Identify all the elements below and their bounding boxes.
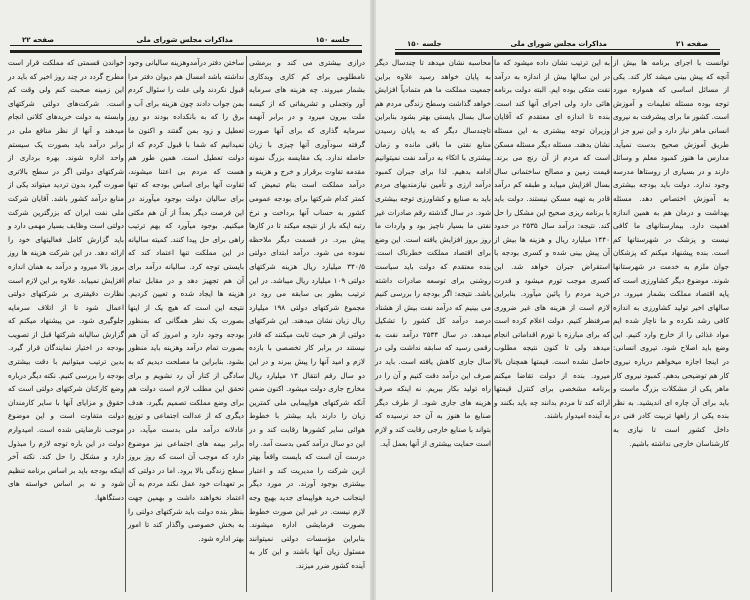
column-divider	[492, 56, 493, 592]
column-text: درازی بیشتری می کند و برمشی نامطلوبی برای کم کاری وبدکاری بشمار میروند. چه هزینه های سرمایه آور وتجملی و تشریفاتی که از کیسه ملت بیرون میرود و در برابر آنهمه سرمایه گذاری که برای آنها صورت گرفته سودآوری آنها چیزی با زیان حاصله ندارد. یک مقایسه بزرگ نمونه مقدمه تفاوت برقرار و خرج و هزینه و درآمد مملکت است بنام تبعیض که کمتر کدام شرکتها برای بودجه عمومی کشور به حساب آنها برداخت و نرخ رتبه ایکه بار از نتیجه میکند تا در کارها پیش ببرد. در قسمت دیگر ملاحظه نموده می شود. درآمد ابتدای دولتی ۳۴۰/۵ میلیارد ریال هزینه شرکتهای دولتی ۱۰۹ میلیارد ریال میباشد. در این ترتیب بطور بی سابقه می رود در مجموع شرکتهای دولتی ۱۹۸ میلیارد ریال زیان نشان میدهند. این شرکتهای دولتی از هر حیث ثابت میکنند که قادر نیستند در برابر کار تخصصی با بازده لازم و امید آنها را پیش ببرند و در این دو سال رقم انتقال ۱۴ میلیارد ریال مخارج جاری دولت میشود. اکنون ضمن آنکه شرکتهای هواپیمایی ملی کمترین زیان را دارند باید بیشتر با خطوط هوائی سایر کشورها رقابت کند و در این دو سال درآمد کمی بدست آمد. راه درست آن است که بایست واقعاً بهتر ازین شرکت را مدیریت کند و اعتبار بیشتری بوجود آورند. در مورد دیگر اینجانب خرید هواپیمای جدید بهیچ وجه لازم نیست. در غیر این صورت خطوط بصورت فرمایشی اداره میشوند. بنابراین مؤسسات دولتی نمیتوانند مسئول زیان آنها باشند و این کار به آینده کشور ضرر میزند.	[249, 58, 365, 570]
column-text: به این ترتیب نشان داده میشود که ما در این سالها بیش از اندازه به درآمد نفت متکی بوده ایم. البته دولت برنامه هائی دارد ولی اجرای آنها کند است. بنده تا اندازه ای معتقدم که آقایان وزیران توجه بیشتری به این مسئله نشان بدهند. مسئله دیگر مسئله مسکن است که مردم از آن رنج می برند. قیمت زمین و مصالح ساختمانی سال بسال افزایش مییابد و طبقه کم درآمد قادر به تهیه مسکن نیستند. دولت باید با برنامه ریزی صحیح این مشکل را حل کند. نتیجه: درآمد سال ۲۵۳۵ در حدود ۱۴۴۰ میلیارد ریال و هزینه ها بیش از آن پیش بینی شده و کسری بودجه با استقراض جبران خواهد شد. این کسری موجب تورم میشود و قدرت خرید مردم را پائین میآورد. بنابراین لازم است از هزینه های غیر ضروری صرفنظر کنیم. دولت اعلام کرده است که برای مبارزه با تورم اقداماتی انجام میدهد ولی تا کنون نتیجه مطلوب حاصل نشده است. قیمتها همچنان بالا میرود. بنده از دولت تقاضا میکنم برنامه مشخصی برای کنترل قیمتها ارائه کند تا مردم بدانند چه باید بکنند و به آینده امیدوار باشند.	[494, 58, 610, 421]
page-header	[395, 34, 720, 50]
publication-title: مذاکرات مجلس شورای ملی	[136, 36, 233, 44]
column-divider	[246, 56, 247, 592]
publication-title: مذاکرات مجلس شورای ملی	[510, 40, 607, 48]
column-text: توانست با اجرای برنامه ها بیش از آنچه که پیش بینی میشد کار کند. یکی از مسائل اساسی که همواره مورد توجه بوده مسئله تعلیمات و آموزش است. کشور ما برای پیشرفت به نیروی انسانی ماهر نیاز دارد و این نیرو جز از طریق آموزش صحیح بدست نمیآید. مدارس ما هنوز کمبود معلم و وسائل دارند و در بسیاری از روستاها مدرسه وجود ندارد. دولت باید بودجه بیشتری به آموزش اختصاص دهد. مسئله بهداشت و درمان هم به همین اندازه اهمیت دارد. بیمارستانهای ما کافی نیست و پزشک در شهرستانها کم است. بنده پیشنهاد میکنم که پزشکان جوان ملزم به خدمت در شهرستانها شوند. موضوع دیگر کشاورزی است که پایه اقتصاد مملکت بشمار میرود. در سالهای اخیر تولید کشاورزی به اندازه کافی رشد نکرده و ما ناچار شده ایم مواد غذائی را از خارج وارد کنیم. این وضع باید اصلاح شود. تیروی انسانی: در اینجا اجازه میخواهم درباره نیروی کار هم توضیحی بدهم. کمبود نیروی کار ماهر یکی از مشکلات بزرگ ماست و باید برای آن چاره ای اندیشید. به نظر بنده یکی از راهها تربیت کادر فنی در داخل کشور است تا نیازی به کارشناسان خارجی نداشته باشیم.	[613, 58, 729, 448]
page-number: صفحه ۲۲	[22, 36, 55, 44]
column-text: ساختن دفتر درآمدوهزینه سالیانی وجود نداشته باشد امسال هم دیوان دفتر مرا قبول نکردند ولی علت را سئوال کردم بمن جواب دادند چون هزینه برای آب و برق را که به بانکداده بودند دو روز تعطیل و زود بمن گفتند و اکنون ما نمیدانیم که شما با قبول کردم که از دولت تعطیل است. همین طور هم هست که مردم بی اعتنا میشوند، تفاوت آنها برای اساس بودجه که تنها برای سالیان دولت بوجود میآورند در این فرصت دیگر بعداً از آن هم مکثی میکنیم. بوجود میآورد که بهم ترتیب راهی برای حل پیدا کنند. کمیته سالیانه در این مملکت تنها اعتماد کند که بایستی توجه کرد. سالیانه درآمد برای آن هم تجهیز دهد و در مقابل تمام هزینه ها ایجاد شده و تعیین کردیم. نتیجه این است که هیچ یک از اینها بصورت یک نظر همگانی که بمنظور بودجه وجود دارد و امروز که آن هم بصورت تمام درآمد وهزینه باید منظور بشود. بنابراین ما مصلحت دیدیم که به سادگی از کنار آن رد نشویم و برای تحقق این مطلب لازم است دولت هم برای وضع مملکت تصمیم بگیرد. هدف دیگری که از عدالت اجتماعی و توزیع عادلانه درآمد ملی بدست میآید، در برابر بیمه های اجتماعی نیز موضوع دارد که موجب آن است که روز بروز سطح زندگی بالا برود. اما در دولتی که بر تعهدات خود عمل نکند مردم به آن اعتماد نخواهند داشت و بهمین جهت بنظر بنده دولت باید شرکتهای دولتی را به بخش خصوصی واگذار کند تا امور بهتر اداره شود.	[128, 58, 244, 543]
page-header	[10, 30, 362, 46]
header-rule	[10, 50, 362, 53]
text-column-2	[128, 56, 244, 545]
header-rule	[395, 52, 720, 55]
text-column-3	[8, 56, 124, 505]
session-number: جلسه ۱۵۰	[407, 40, 442, 48]
left-page	[0, 0, 372, 600]
text-column-1	[613, 56, 729, 450]
right-page	[375, 0, 750, 600]
column-text: خواندن قسمتی که مملکت قرار است مطرح گردد در چند روز اخیر که باید در این زمینه صحبت کنم ولی وقت کم است. شرکت‌های دولتی شرکتهای وابسته به دولت خریدهای کلانی انجام میدهند و آنها از نظر منافع ملی در برابر درآمد باید بصورت یک سیستم واحد اداره شوند. بهره برداری از شرکتهای دولتی اگر در سطح بالاتری صورت گیرد بدون تردید میتواند یکی از منابع درآمد کشور باشد. آقایان شرکت ملی نفت ایران که بزرگترین شرکت دولتی است وظایف بسیار مهمی دارد و باید گزارش کامل فعالیتهای خود را ارائه دهد. در این شرکت هزینه ها روز بروز بالا میرود و درآمد به همان اندازه افزایش نمییابد. علاوه بر این لازم است نظارت دقیقتری بر شرکتهای دولتی اعمال شود تا از اتلاف سرمایه جلوگیری شود. من پیشنهاد میکنم که گزارش سالیانه شرکتها قبل از تصویب بودجه در اختیار نمایندگان قرار گیرد. بدین ترتیب میتوانیم با دقت بیشتری بودجه را بررسی کنیم. نکته دیگر درباره وضع کارکنان شرکتهای دولتی است که حقوق و مزایای آنها با سایر کارمندان دولت متفاوت است و این موضوع موجب نارضایتی شده است. امیدوارم دولت در این باره توجه لازم را مبذول دارد و مشکل را حل کند. نکته آخر اینکه بودجه باید بر اساس برنامه تنظیم شود و نه بر اساس خواسته های دستگاهها.	[8, 58, 124, 502]
text-column-3	[375, 56, 491, 450]
column-text: محاسبه نشان میدهد تا چندسال دیگر به پایان خواهد رسید علاوه براین جمعیت مملکت ما هم متمادیاً افزایش خواهد گذاشت وسطح زندگی مردم هم سال بسال بایستی بهتر بشود بنابراین تاچندسال دیگر که به پایان رسیدن منابع نفتی ما باقی مانده و زمان بیشتری با اتکاء به درآمد نفت نمیتوانیم ادامه بدهیم. لذا برای جبران کمبود درآمد ارزی و تأمین نیازمندیهای مردم باید به صنایع و کشاورزی توجه بیشتری شود. در سال گذشته رقم صادرات غیر نفتی ما بسیار ناچیز بود و واردات ما روز بروز افزایش یافته است. این وضع برای اقتصاد مملکت خطرناک است. بنده معتقدم که دولت باید سیاست روشنی برای توسعه صادرات داشته باشد. نتیجه: اگر بودجه را بررسی کنیم می بینیم که درآمد نفت بیش از هشتاد درصد درآمد کل کشور را تشکیل میدهد. در سال ۲۵۳۴ درآمد نفت به رقمی رسید که سابقه نداشت ولی در سال جاری کاهش یافته است. باید در صرف این درآمد دقت کنیم و آن را در راه تولید بکار ببریم. نه اینکه صرف هزینه های جاری شود. از طرف دیگر صنایع ما هنوز به آن حد نرسیده که بتواند با صنایع خارجی رقابت کند و لازم است حمایت بیشتری از آنها بعمل آید.	[375, 58, 491, 448]
session-number: جلسه ۱۵۰	[315, 36, 350, 44]
text-column-2	[494, 56, 610, 423]
page-number: صفحه ۲۱	[675, 40, 708, 48]
text-column-1	[249, 56, 365, 573]
column-divider	[611, 56, 612, 592]
column-divider	[125, 56, 126, 592]
